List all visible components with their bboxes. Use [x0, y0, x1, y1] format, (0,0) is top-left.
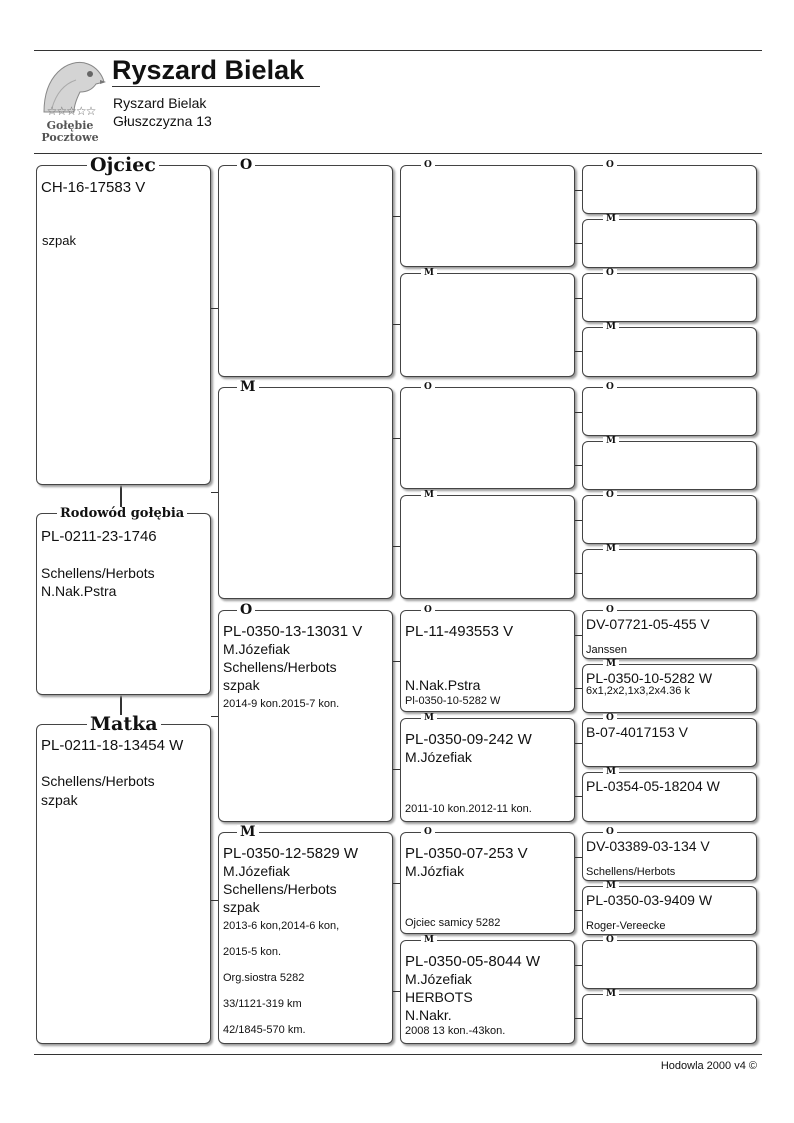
g4-label-9: O — [603, 606, 617, 615]
g3-label-1: O — [421, 161, 435, 170]
owner-name: Ryszard Bielak — [113, 95, 207, 111]
g4-card-3[interactable] — [582, 268, 757, 322]
g3-label-2: M — [421, 269, 437, 278]
g3-card-8[interactable] — [400, 935, 575, 1044]
g4-label-3: O — [603, 269, 617, 278]
g3-label-8: M — [421, 936, 437, 945]
g4-9-note: Janssen — [586, 644, 627, 656]
g3-label-5: O — [421, 606, 435, 615]
g3-label-3: O — [421, 383, 435, 392]
g3-8-line: HERBOTS — [405, 989, 473, 1005]
g4-card-1[interactable] — [582, 160, 757, 214]
g4-card-15[interactable] — [582, 935, 757, 989]
g3-card-4[interactable] — [400, 490, 575, 599]
pigeon-card[interactable] — [36, 506, 211, 695]
g4-card-16[interactable] — [582, 989, 757, 1044]
g4-card-13[interactable] — [582, 827, 757, 881]
g4-label-16: M — [603, 990, 619, 999]
g3-label-6: M — [421, 714, 437, 723]
mm-ring: PL-0350-12-5829 W — [223, 845, 359, 862]
mm-color: szpak — [223, 899, 260, 915]
g4-label-6: M — [603, 437, 619, 446]
footer-rule — [34, 1054, 762, 1055]
pigeon-ring: PL-0211-23-1746 — [41, 528, 157, 545]
g4-card-14[interactable] — [582, 881, 757, 935]
pedigree-label: Rodowód gołębia — [57, 507, 187, 520]
title-underline — [112, 86, 320, 87]
g3-card-6[interactable] — [400, 713, 575, 822]
g3-6-ring: PL-0350-09-242 W — [405, 731, 532, 748]
mf-card[interactable] — [218, 602, 393, 822]
g4-card-10[interactable] — [582, 659, 757, 713]
pigeon-line1: Schellens/Herbots — [41, 565, 155, 581]
pigeon-line2: N.Nak.Pstra — [41, 583, 117, 599]
g4-14-note: Roger-Vereecke — [586, 920, 666, 932]
father-card[interactable] — [36, 154, 211, 485]
ff-card[interactable] — [218, 157, 393, 377]
g3-7-note: Ojciec samicy 5282 — [405, 917, 501, 929]
mf-line: Schellens/Herbots — [223, 659, 337, 675]
g4-label-1: O — [603, 161, 617, 170]
g4-label-12: M — [603, 768, 619, 777]
mm-note-1: 2013-6 kon,2014-6 kon, — [223, 920, 340, 932]
g3-5-ring: PL-11-493553 V — [405, 623, 514, 640]
g3-card-1[interactable] — [400, 160, 575, 267]
mm-line: Schellens/Herbots — [223, 881, 337, 897]
g3-8-note: 2008 13 kon.-43kon. — [405, 1025, 506, 1037]
g4-card-8[interactable] — [582, 544, 757, 599]
g4-11-ring: B-07-4017153 V — [586, 724, 688, 740]
g4-card-12[interactable] — [582, 767, 757, 822]
mf-label: O — [237, 603, 255, 617]
g3-card-2[interactable] — [400, 268, 575, 377]
footer-text: Hodowla 2000 v4 © — [660, 1060, 757, 1072]
g4-label-11: O — [603, 714, 617, 723]
top-rule — [34, 50, 762, 51]
g3-5-line1: N.Nak.Pstra — [405, 677, 481, 693]
g4-card-4[interactable] — [582, 322, 757, 377]
g4-9-ring: DV-07721-05-455 V — [586, 616, 710, 632]
g4-label-4: M — [603, 323, 619, 332]
g4-label-10: M — [603, 660, 619, 669]
g3-7-ring: PL-0350-07-253 V — [405, 845, 528, 862]
g3-label-7: O — [421, 828, 435, 837]
logo-text-1: Gołębie — [46, 119, 94, 132]
g4-card-11[interactable] — [582, 713, 757, 767]
mm-note-4: 33/1121-319 km — [223, 998, 302, 1010]
g3-8-color: N.Nakr. — [405, 1007, 452, 1023]
g3-5-line2: Pl-0350-10-5282 W — [405, 695, 501, 707]
g4-label-2: M — [603, 215, 619, 224]
g4-label-14: M — [603, 882, 619, 891]
g4-card-5[interactable] — [582, 382, 757, 436]
owner-address: Głuszczyzna 13 — [113, 113, 212, 129]
mf-note: 2014-9 kon.2015-7 kon. — [223, 698, 340, 710]
g4-label-13: O — [603, 828, 617, 837]
g4-card-2[interactable] — [582, 214, 757, 268]
father-color: szpak — [42, 233, 76, 248]
g4-card-7[interactable] — [582, 490, 757, 544]
father-label: Ojciec — [87, 156, 159, 175]
mm-card[interactable] — [218, 824, 393, 1044]
logo — [34, 56, 106, 148]
mf-breeder: M.Józefiak — [223, 641, 290, 657]
page-title: Ryszard Bielak — [112, 55, 305, 85]
g3-card-5[interactable] — [400, 605, 575, 712]
mm-label: M — [237, 825, 259, 839]
g4-12-ring: PL-0354-05-18204 W — [586, 778, 720, 794]
g4-label-5: O — [603, 383, 617, 392]
g4-10-note: 6x1,2x2,1x3,2x4.36 k — [586, 685, 690, 697]
g3-label-4: M — [421, 491, 437, 500]
logo-text-2: Pocztowe — [41, 131, 99, 144]
g4-10-ring: PL-0350-10-5282 W — [586, 670, 713, 686]
mother-ring: PL-0211-18-13454 W — [41, 737, 184, 754]
g3-7-breeder: M.Józfiak — [405, 863, 465, 879]
mother-card[interactable] — [36, 713, 211, 1044]
mf-color: szpak — [223, 677, 260, 693]
mm-breeder: M.Józefiak — [223, 863, 290, 879]
g3-card-3[interactable] — [400, 382, 575, 489]
g4-card-9[interactable] — [582, 605, 757, 659]
g3-8-ring: PL-0350-05-8044 W — [405, 953, 541, 970]
g4-13-note: Schellens/Herbots — [586, 866, 676, 878]
ff-label: O — [237, 158, 255, 172]
g3-8-breeder: M.Józefiak — [405, 971, 472, 987]
mf-ring: PL-0350-13-13031 V — [223, 623, 363, 640]
fm-label: M — [237, 380, 259, 394]
g4-card-6[interactable] — [582, 436, 757, 490]
father-ring: CH-16-17583 V — [41, 179, 146, 196]
g3-6-breeder: M.Józefiak — [405, 749, 472, 765]
g4-label-8: M — [603, 545, 619, 554]
g3-6-note: 2011-10 kon.2012-11 kon. — [405, 803, 532, 815]
logo-stars: ☆☆☆☆☆ — [46, 104, 96, 118]
mother-line2: szpak — [41, 792, 78, 808]
g4-14-ring: PL-0350-03-9409 W — [586, 892, 713, 908]
g4-label-7: O — [603, 491, 617, 500]
mm-note-5: 42/1845-570 km. — [223, 1024, 306, 1036]
mm-note-3: Org.siostra 5282 — [223, 972, 305, 984]
g3-card-7[interactable] — [400, 827, 575, 934]
fm-card[interactable] — [218, 379, 393, 599]
mm-note-2: 2015-5 kon. — [223, 946, 282, 958]
g4-label-15: O — [603, 936, 617, 945]
mother-label: Matka — [87, 715, 161, 734]
g4-13-ring: DV-03389-03-134 V — [586, 838, 710, 854]
mother-line1: Schellens/Herbots — [41, 773, 155, 789]
